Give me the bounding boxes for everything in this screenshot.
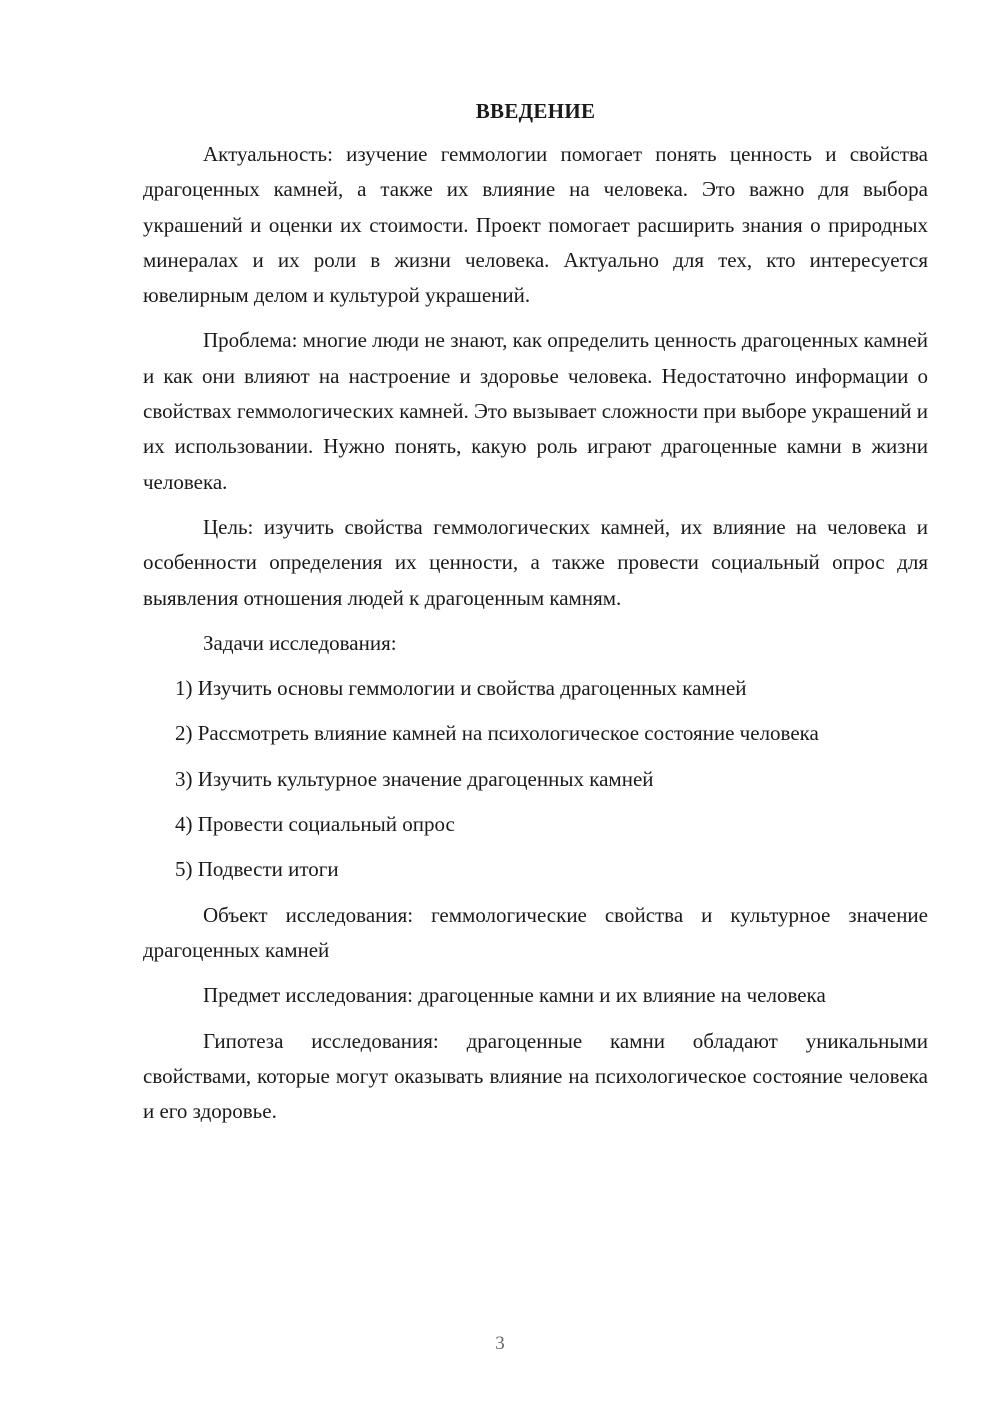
tasks-heading: Задачи исследования: (203, 630, 397, 655)
problem-paragraph: Проблема: многие люди не знают, как определить ценность драгоценных камней и как они влияют на настроение и здоровье человека. Недостаточно информации о свойствах геммологических камней. Это вызывает сложности при выборе украшений и их использовании. Нужно понять, какую роль играют драгоценные камни в жизни человека. (143, 328, 928, 494)
task-item: 3) Изучить культурное значение драгоценных камней (175, 766, 654, 791)
task-item: 1) Изучить основы геммологии и свойства драгоценных камней (175, 676, 747, 701)
task-item: 5) Подвести итоги (175, 857, 339, 882)
page-number: 3 (495, 1333, 505, 1354)
hypothesis-paragraph: Гипотеза исследования: драгоценные камни обладают уникальными свойствами, которые могут оказывать влияние на психологическое состояние человека и его здоровье. (143, 1028, 928, 1124)
task-item: 2) Рассмотреть влияние камней на психологическое состояние человека (175, 721, 819, 746)
page-title: ВВЕДЕНИЕ (475, 99, 596, 123)
document-page (143, 95, 928, 1139)
task-item: 4) Провести социальный опрос (175, 812, 455, 837)
subject-paragraph: Предмет исследования: драгоценные камни и их влияние на человека (203, 983, 826, 1008)
relevance-paragraph: Актуальность: изучение геммологии помогает понять ценность и свойства драгоценных камней, а также их влияние на человека. Это важно для выбора украшений и оценки их стоимости. Проект помогает расширить знания о природных минералах и их роли в жизни человека. Актуально для тех, кто интересуется ювелирным делом и культурой украшений. (143, 142, 928, 308)
object-paragraph: Объект исследования: геммологические свойства и культурное значение драгоценных камней (143, 902, 928, 962)
goal-paragraph: Цель: изучить свойства геммологических камней, их влияние на человека и особенности определения их ценности, а также провести социальный опрос для выявления отношения людей к драгоценным камням. (143, 514, 928, 610)
